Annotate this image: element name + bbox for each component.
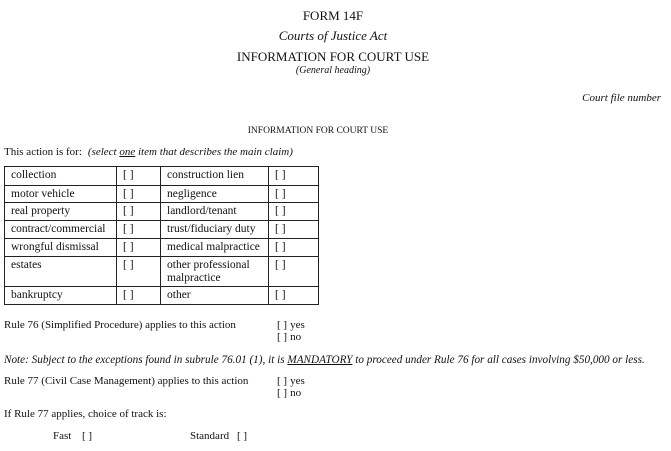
claim-label-real-property: real property <box>5 203 117 221</box>
claim-checkbox-medical-malpractice[interactable]: [ ] <box>269 239 319 257</box>
claim-label-estates: estates <box>5 257 117 287</box>
rule77-question: Rule 77 (Civil Case Management) applies to this action <box>4 375 249 387</box>
claim-type-table <box>4 166 319 305</box>
rule76-question: Rule 76 (Simplified Procedure) applies to this action <box>4 319 236 331</box>
form-heading: INFORMATION FOR COURT USE <box>236 49 430 64</box>
table-row <box>5 287 319 305</box>
claim-checkbox-estates[interactable]: [ ] <box>117 257 161 287</box>
general-heading-note: (General heading) <box>295 65 371 76</box>
rule76-no-label: no <box>290 331 302 343</box>
table-row <box>5 186 319 203</box>
rule77-no-label: no <box>290 387 302 399</box>
claim-label-other: other <box>161 287 269 305</box>
table-row <box>5 221 319 239</box>
action-label: This action is for: <box>4 146 82 158</box>
note-before: Note: Subject to the exceptions found in subrule 76.01 (1), it is <box>4 354 288 366</box>
claim-label-trust-fiduciary-duty: trust/fiduciary duty <box>161 221 269 239</box>
track-fast-label: Fast <box>53 430 72 442</box>
action-instruction <box>88 146 293 158</box>
claim-checkbox-contract-commercial[interactable]: [ ] <box>117 221 161 239</box>
claim-checkbox-other-professional-malpractice[interactable]: [ ] <box>269 257 319 287</box>
rule76-no-checkbox[interactable]: [ ] <box>277 331 288 343</box>
rule76-yes-checkbox[interactable]: [ ] <box>277 319 288 331</box>
act-name: Courts of Justice Act <box>278 28 388 43</box>
claim-label-construction-lien: construction lien <box>161 167 269 186</box>
instruction-before: (select <box>87 146 120 158</box>
form-number: FORM 14F <box>302 8 364 23</box>
table-row <box>5 167 319 186</box>
claim-label-wrongful-dismissal: wrongful dismissal <box>5 239 117 257</box>
claim-label-medical-malpractice: medical malpractice <box>161 239 269 257</box>
rule77-yes-label: yes <box>290 375 305 387</box>
claim-checkbox-construction-lien[interactable]: [ ] <box>269 167 319 186</box>
claim-checkbox-bankruptcy[interactable]: [ ] <box>117 287 161 305</box>
rule77-no-option[interactable] <box>277 387 301 400</box>
claim-checkbox-motor-vehicle[interactable]: [ ] <box>117 186 161 203</box>
section-title: INFORMATION FOR COURT USE <box>247 126 389 136</box>
claim-checkbox-trust-fiduciary-duty[interactable]: [ ] <box>269 221 319 239</box>
claim-checkbox-collection[interactable]: [ ] <box>117 167 161 186</box>
claim-label-motor-vehicle: motor vehicle <box>5 186 117 203</box>
rule76-yes-label: yes <box>290 319 305 331</box>
claim-label-negligence: negligence <box>161 186 269 203</box>
track-fast-checkbox[interactable]: [ ] <box>82 430 93 442</box>
rule77-yes-checkbox[interactable]: [ ] <box>277 375 288 387</box>
claim-checkbox-negligence[interactable]: [ ] <box>269 186 319 203</box>
claim-checkbox-other[interactable]: [ ] <box>269 287 319 305</box>
claim-label-collection: collection <box>5 167 117 186</box>
claim-checkbox-wrongful-dismissal[interactable]: [ ] <box>117 239 161 257</box>
rule77-no-checkbox[interactable]: [ ] <box>277 387 288 399</box>
action-instruction-line <box>4 146 293 159</box>
rule76-no-option[interactable] <box>277 331 301 344</box>
table-row <box>5 203 319 221</box>
claim-checkbox-landlord-tenant[interactable]: [ ] <box>269 203 319 221</box>
claim-label-contract-commercial: contract/commercial <box>5 221 117 239</box>
note-emphasis: MANDATORY <box>287 354 353 366</box>
claim-label-other-professional-malpractice: other professional malpractice <box>161 257 269 287</box>
table-row <box>5 239 319 257</box>
instruction-after: item that describes the main claim) <box>135 146 293 158</box>
claim-label-bankruptcy: bankruptcy <box>5 287 117 305</box>
instruction-emphasis: one <box>119 146 136 158</box>
court-file-number-label: Court file number <box>582 92 661 104</box>
track-standard-label: Standard <box>190 430 230 442</box>
track-question: If Rule 77 applies, choice of track is: <box>4 408 167 420</box>
note-after: to proceed under Rule 76 for all cases involving $50,000 or less. <box>352 354 645 366</box>
claim-label-landlord-tenant: landlord/tenant <box>161 203 269 221</box>
claim-checkbox-real-property[interactable]: [ ] <box>117 203 161 221</box>
table-row <box>5 257 319 287</box>
track-standard-checkbox[interactable]: [ ] <box>237 430 248 442</box>
mandatory-note <box>4 354 645 367</box>
